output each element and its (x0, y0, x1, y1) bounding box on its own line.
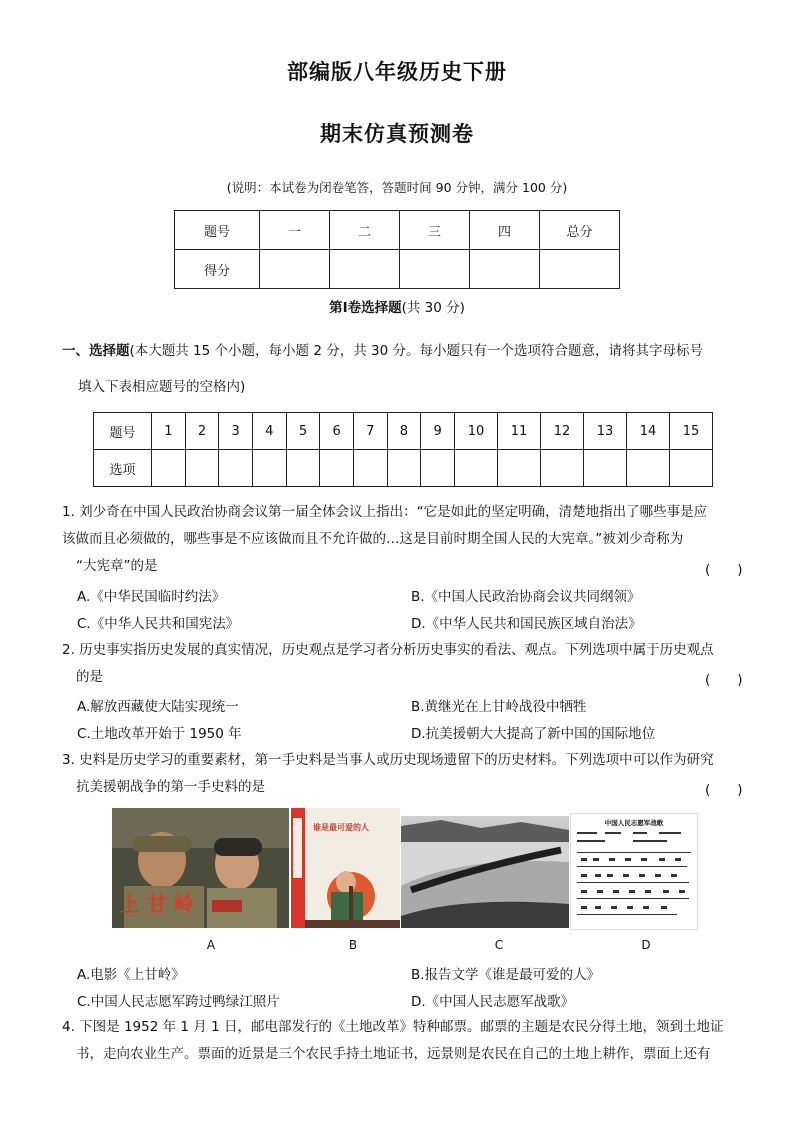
answer-number: 9 (421, 413, 455, 450)
answer-cell[interactable] (455, 450, 498, 487)
answer-number: 2 (185, 413, 219, 450)
question-2 (62, 637, 742, 691)
question-4 (62, 1014, 752, 1068)
question-1-line2: 该做而且必须做的，哪些事是不应该做而且不允许做的…这是目前时期全国人民的大宪章。”被刘少奇称为 (62, 531, 684, 547)
answer-number: 8 (387, 413, 421, 450)
answer-header-label: 题号 (94, 413, 152, 450)
answer-cell[interactable] (252, 450, 286, 487)
question-1-option-b: B.《中国人民政治协商会议共同纲领》 (411, 589, 641, 605)
answer-number: 12 (541, 413, 584, 450)
answer-number: 14 (627, 413, 670, 450)
book-cover-title: 谁是最可爱的人 (313, 823, 369, 832)
answer-number: 13 (584, 413, 627, 450)
question-1 (62, 499, 742, 580)
image-caption-a: A (206, 938, 216, 952)
image-b-book-cover (291, 808, 400, 928)
question-2-option-c: C.土地改革开始于 1950 年 (77, 726, 242, 742)
question-2-option-a: A.解放西藏使大陆实现统一 (77, 699, 239, 715)
exam-note: (说明：本试卷为闭卷笔答，答题时间 90 分钟，满分 100 分) (226, 180, 568, 195)
answer-cell[interactable] (670, 450, 713, 487)
answer-cell[interactable] (219, 450, 253, 487)
answer-number: 5 (286, 413, 320, 450)
answer-cell[interactable] (353, 450, 387, 487)
section1-text: (本大题共 15 个小题，每小题 2 分，共 30 分。每小题只有一个选项符合题意，请将其字母标号 (129, 343, 703, 359)
answer-number: 1 (152, 413, 186, 450)
question-3-option-b: B.报告文学《谁是最可爱的人》 (411, 967, 601, 983)
question-1-option-c: C.《中华人民共和国宪法》 (77, 616, 240, 632)
answer-number: 4 (252, 413, 286, 450)
answer-number: 7 (353, 413, 387, 450)
question-2-answer-paren: ( ) (705, 672, 743, 688)
score-cell[interactable] (330, 250, 400, 289)
exam-subtitle: 期末仿真预测卷 (320, 121, 474, 146)
score-cell[interactable] (400, 250, 470, 289)
image-caption-b: B (348, 938, 358, 952)
image-d-song-score (570, 813, 698, 930)
question-3-line1: 3. 史料是历史学习的重要素材，第一手史料是当事人或历史现场遗留下的历史材料。下列选项中可以作为研究 (62, 752, 714, 768)
question-3 (62, 747, 742, 801)
answer-cell[interactable] (627, 450, 670, 487)
song-score-title: 中国人民志愿军战歌 (604, 819, 664, 827)
answer-number: 15 (670, 413, 713, 450)
answer-cell[interactable] (387, 450, 421, 487)
score-header-cell: 四 (470, 211, 540, 250)
answer-cell[interactable] (286, 450, 320, 487)
section1-text2: 填入下表相应题号的空格内) (78, 379, 246, 395)
question-3-option-c: C.中国人民志愿军跨过鸭绿江照片 (77, 994, 280, 1010)
question-4-line2: 书，走向农业生产。票面的近景是三个农民手持土地证书，远景则是农民在自己的土地上耕作，票面上还有 (76, 1046, 711, 1062)
question-3-option-a: A.电影《上甘岭》 (77, 967, 185, 983)
answer-number: 10 (455, 413, 498, 450)
section1-label: 一、选择题 (62, 343, 130, 359)
score-header-cell: 三 (400, 211, 470, 250)
question-2-option-b: B.黄继光在上甘岭战役中牺牲 (411, 699, 587, 715)
answer-cell[interactable] (185, 450, 219, 487)
score-cell[interactable] (260, 250, 330, 289)
answer-cell[interactable] (584, 450, 627, 487)
question-1-line1: 1. 刘少奇在中国人民政治协商会议第一届全体会议上指出：“它是如此的坚定明确，清楚地指出了哪些事是应 (62, 504, 708, 520)
image-caption-c: C (494, 938, 504, 952)
question-2-option-d: D.抗美援朝大大提高了新中国的国际地位 (411, 726, 656, 742)
image-caption-d: D (641, 938, 651, 952)
score-header-cell: 总分 (540, 211, 620, 250)
part1-title (0, 296, 794, 316)
answer-table (93, 412, 713, 487)
question-4-line1: 4. 下图是 1952 年 1 月 1 日，邮电部发行的《土地改革》特种邮票。邮票的主题是农民分得土地，领到土地证 (62, 1019, 724, 1035)
question-3-answer-paren: ( ) (705, 782, 743, 798)
answer-number: 11 (498, 413, 541, 450)
image-a-film-poster (112, 808, 289, 928)
part1-title-rest: (共 30 分) (401, 300, 465, 316)
film-poster-title: 上 甘 岭 (120, 892, 194, 916)
section1-heading (62, 339, 703, 359)
answer-row-label: 选项 (94, 450, 152, 487)
question-1-option-d: D.《中华人民共和国民族区域自治法》 (411, 616, 642, 632)
exam-title: 部编版八年级历史下册 (287, 59, 507, 84)
answer-cell[interactable] (498, 450, 541, 487)
question-1-answer-paren: ( ) (705, 562, 743, 578)
score-header-cell: 题号 (175, 211, 260, 250)
score-header-cell: 一 (260, 211, 330, 250)
score-cell[interactable] (470, 250, 540, 289)
question-1-option-a: A.《中华民国临时约法》 (77, 589, 226, 605)
answer-cell[interactable] (421, 450, 455, 487)
answer-cell[interactable] (152, 450, 186, 487)
question-2-line1: 2. 历史事实指历史发展的真实情况，历史观点是学习者分析历史事实的看法、观点。下列选项中属于历史观点 (62, 642, 714, 658)
question-3-option-d: D.《中国人民志愿军战歌》 (411, 994, 575, 1010)
question-1-line3: “大宪章”的是 (76, 558, 158, 574)
answer-number: 6 (320, 413, 354, 450)
score-header-cell: 二 (330, 211, 400, 250)
image-c-river-photo (401, 816, 569, 928)
score-cell[interactable] (540, 250, 620, 289)
question-2-line2: 的是 (76, 669, 103, 685)
question-3-line2: 抗美援朝战争的第一手史料的是 (76, 779, 265, 795)
part1-title-bold: 第Ⅰ卷选择题 (329, 300, 402, 316)
answer-cell[interactable] (320, 450, 354, 487)
answer-number: 3 (219, 413, 253, 450)
river-crossing-photo (401, 816, 569, 928)
song-score-notation (571, 814, 697, 929)
answer-cell[interactable] (541, 450, 584, 487)
score-row-label: 得分 (175, 250, 260, 289)
score-table (174, 210, 620, 289)
